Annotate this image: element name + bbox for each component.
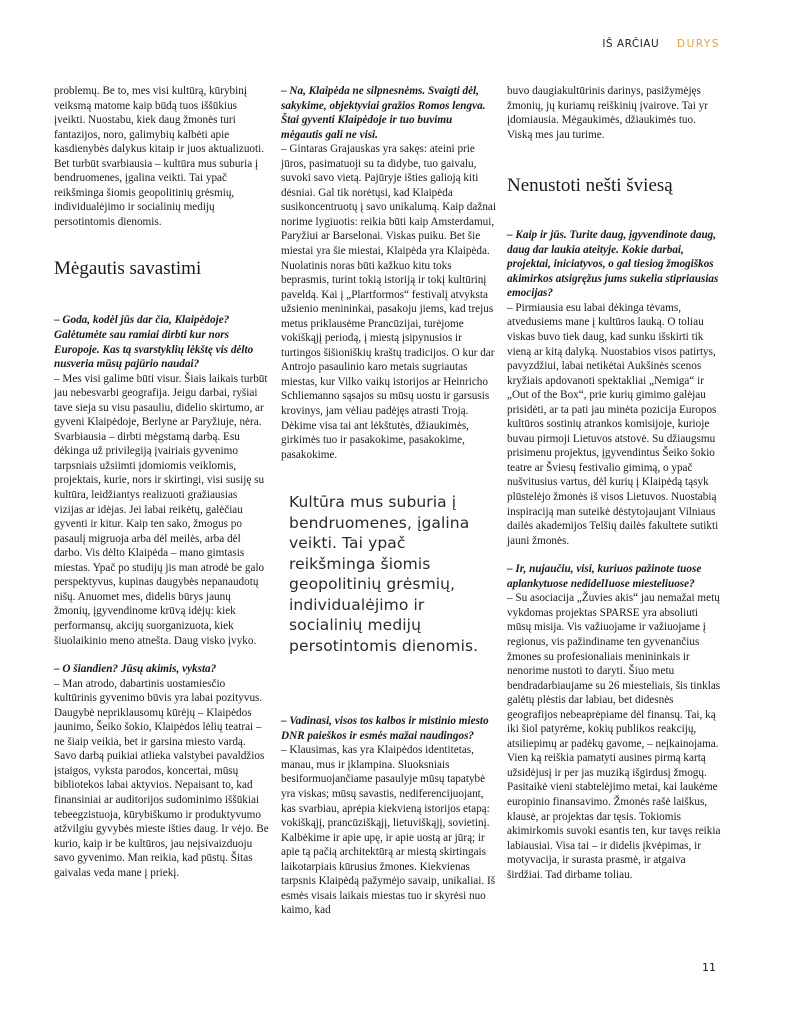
magazine-name: DURYS bbox=[677, 38, 720, 50]
interview-answer: – Man atrodo, dabartinis uostamiesčio kultūrinis gyvenimo būvis yra labai pozityvus. Daugybė nepriklausomų kūrėjų – Klaipėdos jaunimo, Šeiko šokio, Klaipėdos lėlių teatrai – ne šiaip veikia, bet ir garsina miesto vardą. Savo darbą puikiai atlieka valstybei pavaldžios įstaigos, vyksta parodos, koncertai, mūsų bibliotekos labai aktyvios. Nepaisant to, kad finansiniai ar auditorijos sudominimo iššūkiai tebeegzistuoja, kūrybiškumo ir produktyvumo atžvilgiu gyvybės mieste išties daug. Ir vėjo. Be kurio, kaip ir be kultūros, jau neįsivaizduoju savo gyvenimo. Man reikia, kad pūstų. Šitas gaivalas veda mane į priekį. bbox=[54, 677, 269, 879]
column-right bbox=[507, 84, 722, 882]
interview-question: – Ir, nujaučiu, visi, kuriuos pažinote tuose aplankytuose nedidelIuose miesteliuose? bbox=[507, 563, 702, 590]
pull-quote: Kultūra mus suburia į bendruomenes, įgalina veikti. Tai ypač reikšminga šiomis geopolitinių grėsmių, individualėjimo ir socialinių medijų persotintomis dienomis. bbox=[289, 493, 479, 655]
page-header bbox=[602, 38, 720, 50]
interview-question: – Na, Klaipėda ne silpnesnėms. Svaigti dėl, sakykime, objektyviai gražios Romos lengva. Štai gyventi Klaipėdoje ir tuo buvimu mėgautis gali ne visi. bbox=[281, 85, 486, 141]
interview-question: – Goda, kodėl jūs dar čia, Klaipėdoje? Galėtumėte sau ramiai dirbti kur nors Europoje. Kas tą svarstyklių lėkštę vis dėlto nusveria mūsų pajūrio naudai? bbox=[54, 314, 254, 371]
continued-paragraph: buvo daugiakultūrinis darinys, pasižymėjęs žmonių, jų kuriamų reiškinių įvairove. Tai yr įdomiausia. Mėgaukimės, džiaukimės tuo. Viską mes jau turime. bbox=[507, 85, 708, 141]
interview-question: – O šiandien? Jūsų akimis, vyksta? bbox=[54, 663, 217, 676]
heading-megautis-savastimi: Mėgautis savastimi bbox=[54, 258, 202, 280]
interview-question: – Vadinasi, visos tos kalbos ir mistinio miesto DNR paieškos ir esmės mažai naudingos? bbox=[281, 715, 489, 742]
interview-question: – Kaip ir jūs. Turite daug, įgyvendinote daug, daug dar laukia ateityje. Kokie darbai, projektai, iniciatyvos, o gal tiesiog žmogiškos akimirkos atsigręžus jums sukelia stipriausias emocijas? bbox=[507, 229, 719, 300]
column-left bbox=[54, 84, 269, 880]
page-number: 11 bbox=[702, 961, 716, 974]
heading-nenustoti-nesti-sviesa: Nenustoti nešti šviesą bbox=[507, 175, 673, 197]
interview-answer: – Pirmiausia esu labai dėkinga tėvams, atvedusiems mane į kultūros lauką. O toliau viskas buvo tiek daug, kad sunku išskirti tik vieną ar kitą dalyką. Nuostabios visos patirtys, pavyzdžiui, labai netikėtai Aukšinės scenos kryžiais apdovanoti spektakliai „Nemiga“ ir „Out of the Box“, prie kurių gimimo galėjau prisidėti, ar ta pati jau minėta pozicija Europos kultūros sostinių atrankos komisijoje, kurioje buvau pirmoji Lietuvos atstovė. Su džiaugsmu prisimenu projektus, įgyvendintus Šeiko šokio teatre ar Šviesų festivalio gimimą, o ypač nušvitusius vartus, dėl kurių į Klaipėdą tąsyk plūstelėjo žmonės iš visos Lietuvos. Nuostabią inspiraciją man suteikė dėstytojaujant Vilniaus dailės akademijos Telšių dailės fakultete sutikti jauni žmonės. bbox=[507, 301, 719, 547]
interview-answer: – Klausimas, kas yra Klaipėdos identitetas, manau, mus ir įklampina. Sluoksniais besiformuojančiame pasaulyje mūsų tapatybė yra viskas; mūsų savastis, nediferencijuojant, kas svarbiau, aprėpia kiekvieną istorijos etapą: vokiškąjį, prancūziškąjį, lietuviškąjį, sovietinį. Kalbėkime ir apie upę, ir apie uostą ar jūrą; ir apie tą pačią architektūrą ar miestą skirtingais laikotarpiais kūrusius žmones. Kiekvienas tarpsnis Klaipėdą pažymėjo savaip, unikaliai. Iš esmės visais laikais miestas tuo ir skyrėsi nuo kaimo, kad bbox=[281, 744, 496, 917]
interview-answer: – Su asociacija „Žuvies akis“ jau nemažai metų vykdomas projektas SPARSE yra absoliuti mūsų misija. Vis važiuojame ir važiuojame į regionus, vis pažindiname ten gyvenančius žmones su profesionaliais menininkais ir nenorime nustoti to daryti. Šiuo metu bendradarbiaujame su 26 miesteliais, šis tinklas galėtų plėstis dar labiau, bet didesnės geografijos nebeaprėpiame dėl finansų. Tai, ką iki šiol patyrėme, kokių publikos reakcijų, atsiliepimų ar padėkų gavome, – neįkainojama. Vien ką reiškia pamatyti ausines pirmą kartą užsidėjusį ir per jas muziką išgirdusį žmogų. Pasitaikė vieni stabtelėjimo metai, kai laukėme europinio finansavimo. Žmonės rašė laiškus, klausė, ar projektas dar tęsis. Tokiomis akimirkomis suvoki esantis ten, kur tavęs reikia labiausiai. Visa tai – ir didelis įkvėpimas, ir motyvacija, ir surasta prasmė, ir atgaiva širdžiai. Tad dirbame toliau. bbox=[507, 592, 721, 881]
interview-answer: – Mes visi galime būti visur. Šiais laikais turbūt jau nebesvarbi geografija. Jeigu darbai, ryšiai tave sieja su visu pasauliu, didelio skirtumo, ar gyveni Klaipėdoje, Berlyne ar Paryžiuje, nėra. Svarbiausia – dirbti mėgstamą darbą. Esu dėkinga už privilegiją įvairiais gyvenimo tarpsniais užsiimti įdomiomis veiklomis, projektais, kurie, nors ir skirtingi, visi susiję su kultūra, leidžiantys realizuoti gražiausias vizijas ar idėjas. Jei labai reikėtų, galėčiau gyventi ir kitur. Kaip ten sako, žmogus po pasaulį migruoja arba dėl meilės, arba dėl darbo. Vis dėlto Klaipėda – mano gimtasis miestas. Ypač po studijų jis man atrodė be galo perspektyvus, kupinas daugybės nepanaudotų nišų. Anuomet mes, didelis būrys jaunų žmonių, įgyvendinome krūvą idėjų: kiek performansų, akcijų suorganizuota, kiek šiuolaikinio meno atnešta. Daug visko įvyko. bbox=[54, 372, 268, 647]
section-label: IŠ ARČIAU bbox=[602, 38, 660, 50]
column-middle bbox=[281, 84, 496, 918]
interview-answer: – Gintaras Grajauskas yra sakęs: ateini prie jūros, pasimatuoji su ta didybe, tuo gaivalu, suvoki savo vietą. Pajūryje išties galioją kiti dėsniai. Gal tik norėtųsi, kad Klaipėda susikoncentruotų į savo unikalumą. Kaip dažnai norime lygiuotis: reikia būti kaip Amsterdamui, Paryžiui ar Barselonai. Viskas puiku. Bet šie miestai yra šie miestai, Klaipėda yra Klaipėda. Nuolatinis noras būti kažkuo kitu toks beprasmis, turint tokią istoriją ir tokį kultūrinį paveldą. Kai į „Plartformos“ festivalį atvyksta užsienio menininkai, pasakoju jiems, kad trejus metus priklausėme Prancūzijai, turėjome vokiškąjį periodą, į miestą įsipynusios ir turtingos šišioniškių kraštų tradicijos. O kur dar Antrojo pasaulinio karo metais sugriautas miestas, kur Vilko vaikų istorijos ar Heinricho Schliemanno sąsajos su mūsų uostu ir garsusis krovinys, jam vėliau padėjęs atrasti Troją. Dėkime visa tai ant lėkštutės, džiaukimės, girkimės tuo ir pasakokime, pasakokime, pasakokime. bbox=[281, 143, 496, 461]
intro-paragraph: problemų. Be to, mes visi kultūrą, kūrybinį veiksmą matome kaip būdą tuos iššūkius įveikti. Nuostabu, kiek daug žmonės turi fantazijos, noro, galimybių kalbėti apie kasdienybės dalykus kitaip ir juos aktualizuoti. Bet turbūt svarbiausia – kultūra mus suburia į bendruomenes, įgalina veikti. Tai ypač reikšminga šiomis geopolitinių grėsmių, individualėjimo ir socialinių medijų persotintomis dienomis. bbox=[54, 85, 265, 228]
